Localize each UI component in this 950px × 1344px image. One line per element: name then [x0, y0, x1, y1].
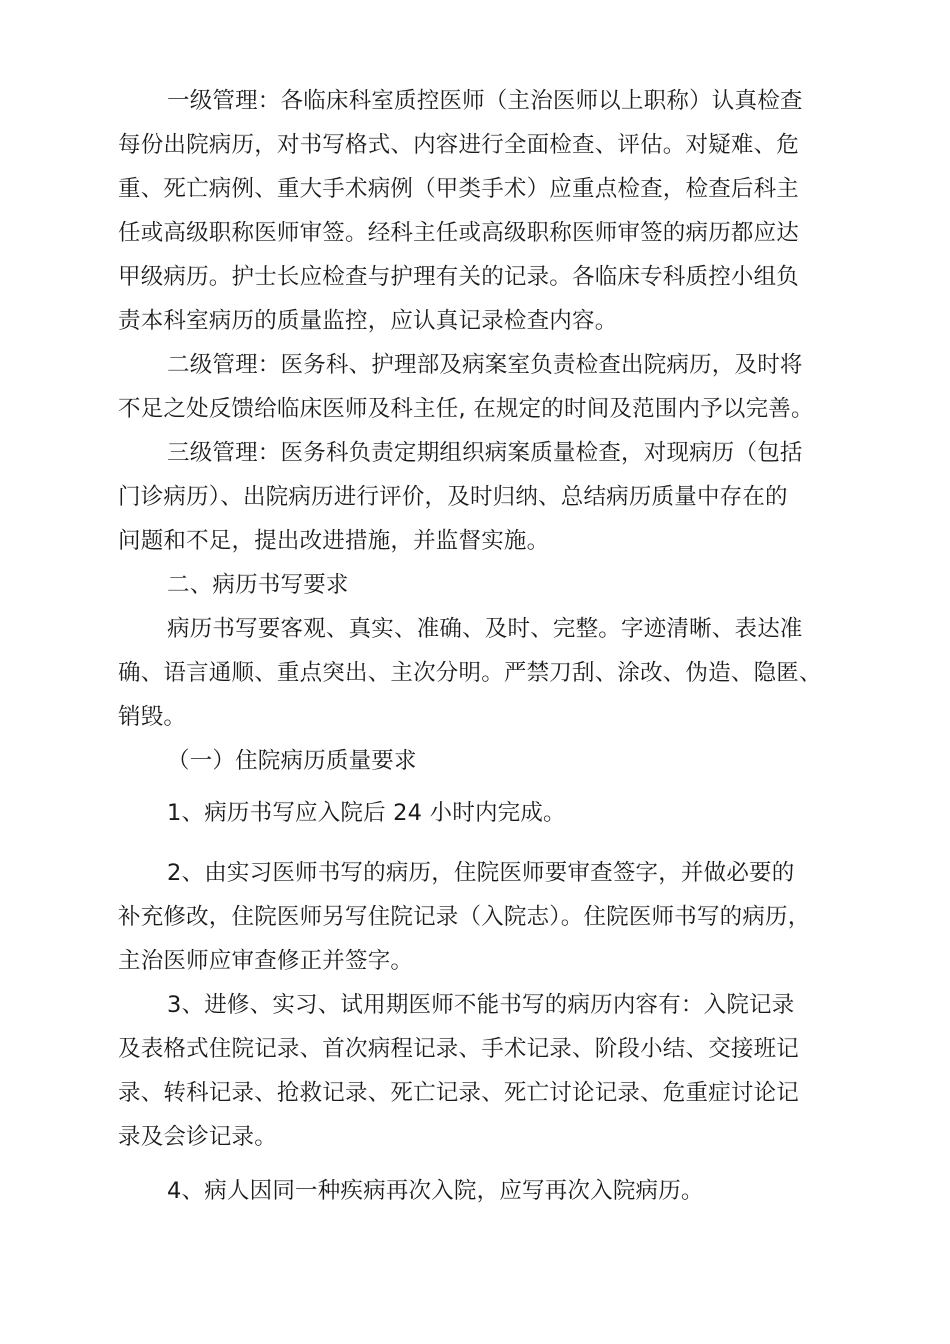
- text-line: 主治医师应审查修正并签字。: [118, 948, 414, 974]
- text-line: 病历书写要客观、真实、准确、及时、完整。字迹清晰、表达准: [167, 616, 803, 642]
- list-item: 1、病历书写应入院后 24 小时内完成。: [167, 800, 566, 826]
- text-line: 录、转科记录、抢救记录、死亡记录、死亡讨论记录、危重症讨论记: [118, 1080, 800, 1106]
- list-item: 4、病人因同一种疾病再次入院，应写再次入院病历。: [167, 1178, 704, 1204]
- text-line: 门诊病历）、出院病历进行评价，及时归纳、总结病历质量中存在的: [118, 484, 788, 510]
- text-line: 一级管理：各临床科室质控医师（主治医师以上职称）认真检查: [167, 88, 803, 114]
- text-line: 甲级病历。护士长应检查与护理有关的记录。各临床专科质控小组负: [118, 264, 800, 290]
- text-line: 销毁。: [118, 704, 187, 730]
- text-line: 责本科室病历的质量监控，应认真记录检查内容。: [118, 308, 618, 334]
- subsection-heading: （一）住院病历质量要求: [167, 748, 417, 774]
- text-line: 三级管理：医务科负责定期组织病案质量检查，对现病历（包括: [167, 440, 803, 466]
- text-line: 重、死亡病例、重大手术病例（甲类手术）应重点检查，检查后科主: [118, 176, 800, 202]
- text-line: 每份出院病历，对书写格式、内容进行全面检查、评估。对疑难、危: [118, 132, 800, 158]
- text-line: 3、进修、实习、试用期医师不能书写的病历内容有：入院记录: [167, 992, 795, 1018]
- text-line: 任或高级职称医师审签。经科主任或高级职称医师审签的病历都应达: [118, 220, 800, 246]
- text-line: 不足之处反馈给临床医师及科主任, 在规定的时间及范围内予以完善。: [118, 396, 814, 422]
- section-heading: 二、病历书写要求: [167, 572, 349, 598]
- text-line: 问题和不足，提出改进措施，并监督实施。: [118, 528, 550, 554]
- text-line: 录及会诊记录。: [118, 1124, 277, 1150]
- text-line: 补充修改，住院医师另写住院记录（入院志）。住院医师书写的病历，: [118, 904, 811, 930]
- text-line: 及表格式住院记录、首次病程记录、手术记录、阶段小结、交接班记: [118, 1036, 800, 1062]
- text-line: 2、由实习医师书写的病历，住院医师要审查签字，并做必要的: [167, 860, 795, 886]
- text-line: 确、语言通顺、重点突出、主次分明。严禁刀刮、涂改、伪造、隐匿、: [118, 660, 822, 686]
- text-line: 二级管理：医务科、护理部及病案室负责检查出院病历，及时将: [167, 352, 803, 378]
